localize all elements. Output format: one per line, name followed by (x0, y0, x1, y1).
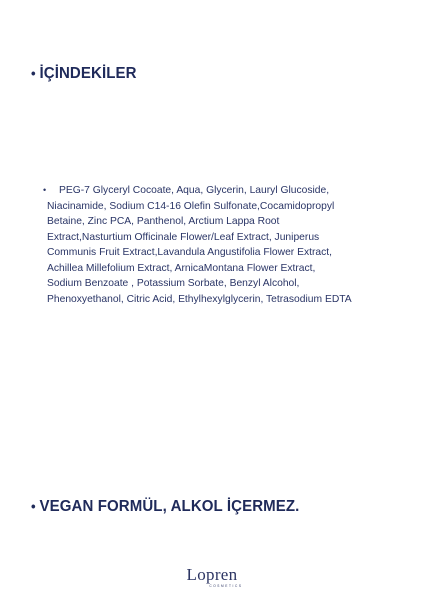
brand-logo (0, 566, 424, 589)
ingredients-line: Phenoxyethanol, Citric Acid, Ethylhexylglycerin, Tetrasodium EDTA (47, 293, 352, 305)
ingredients-line: Achillea Millefolium Extract, ArnicaMontana Flower Extract, (47, 262, 316, 274)
ingredients-line: Niacinamide, Sodium C14-16 Olefin Sulfonate,Cocamidopropyl (47, 200, 335, 212)
vegan-heading-title: VEGAN FORMÜL, ALKOL İÇERMEZ. (39, 498, 300, 515)
bullet-icon: • (31, 498, 36, 514)
ingredients-line: PEG-7 Glyceryl Cocoate, Aqua, Glycerin, Lauryl Glucoside, (59, 185, 330, 196)
bullet-icon: • (43, 185, 47, 195)
brand-name: Lopren (186, 565, 238, 584)
bullet-icon: • (31, 65, 36, 81)
ingredients-line: Betaine, Zinc PCA, Panthenol, Arctium Lappa Root (47, 216, 280, 227)
ingredients-line: Sodium Benzoate , Potassium Sorbate, Benzyl Alcohol, (47, 278, 300, 289)
brand-tagline: COSMETICS (209, 584, 243, 588)
vegan-heading (31, 498, 299, 516)
ingredients-line: Communis Fruit Extract,Lavandula Angustifolia Flower Extract, (47, 247, 332, 258)
ingredients-heading-title: İÇİNDEKİLER (39, 65, 137, 82)
ingredients-list (31, 183, 401, 307)
ingredients-line: Extract,Nasturtium Officinale Flower/Leaf Extract, Juniperus (47, 231, 320, 243)
ingredients-heading (31, 65, 137, 83)
